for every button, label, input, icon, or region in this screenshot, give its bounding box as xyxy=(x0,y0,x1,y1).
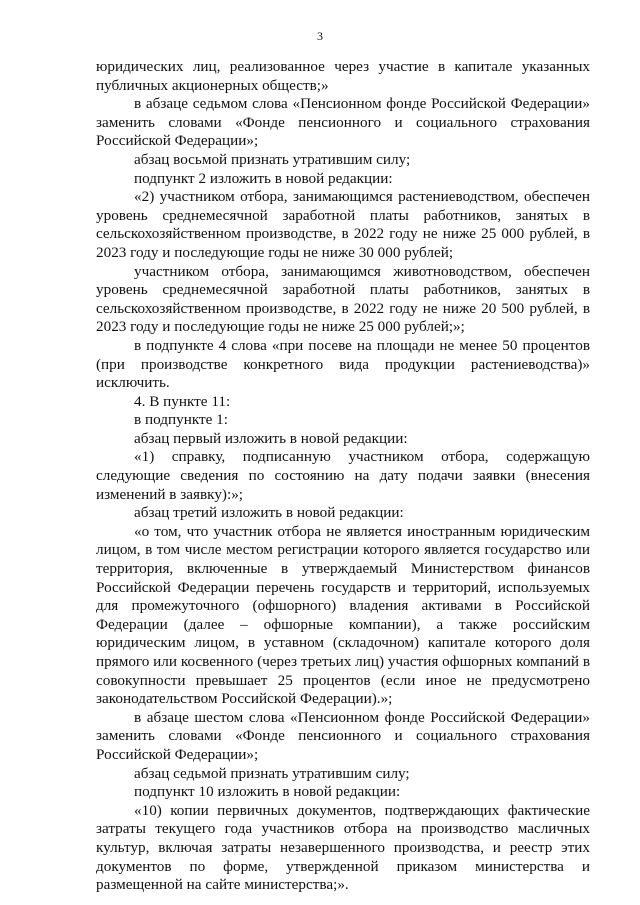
paragraph-item-4: 4. В пункте 11: xyxy=(134,392,231,410)
paragraph-abzac-3-text: «о том, что участник отбора не является иностранным юридическим лицом, в том числе местом регистрации которого является государство или территория, включенные в утверждаемый Министерством финансов Российской Федерации перечень государств и территорий, используемых для промежуточного (офшорного) владения активами в Российской Федерации (далее – офшорные компании), а также российским юридическим лицом, в уставном (складочном) капитале которого доля прямого или косвенного (через третьих лиц) участия офшорных компаний в совокупности превышает 25 процентов (если иное не предусмотрено законодательством Российской Федерации).»; xyxy=(96,522,590,708)
document-body xyxy=(96,58,590,895)
paragraph-in-subitem-1: в подпункте 1: xyxy=(134,411,228,429)
paragraph-subitem-2-intro: подпункт 2 изложить в новой редакции: xyxy=(134,169,393,187)
page-number: 3 xyxy=(317,29,323,43)
paragraph-subitem-2-livestock: участником отбора, занимающимся животноводством, обеспечен уровень среднемесячной заработной платы работников, занятых в сельскохозяйственном производстве, в 2022 году не ниже 20 500 рублей, в 2023 году и последующие годы не ниже 25 000 рублей;»; xyxy=(96,262,590,336)
paragraph-abzac-3-intro: абзац третий изложить в новой редакции: xyxy=(134,504,404,522)
paragraph-subitem-4-exclusion: в подпункте 4 слова «при посеве на площади не менее 50 процентов (при производстве конкретного вида продукции растениеводства)» исключить. xyxy=(96,336,590,392)
paragraph-subitem-10-intro: подпункт 10 изложить в новой редакции: xyxy=(134,783,401,801)
paragraph-subitem-10-text: «10) копии первичных документов, подтверждающих фактические затраты текущего года участников отбора на производство масличных культур, включая затраты незавершенного производства, и реестр этих документов по форме, утвержденной приказом министерства и размещенной на сайте министерства;». xyxy=(96,801,590,894)
paragraph-abzac-1-intro: абзац первый изложить в новой редакции: xyxy=(134,429,408,447)
paragraph-abzac-6-amendment: в абзаце шестом слова «Пенсионном фонде Российской Федерации» заменить словами «Фонде пенсионного и социального страхования Российской Федерации»; xyxy=(96,708,590,763)
paragraph-abzac-7-void: абзац седьмой признать утратившим силу; xyxy=(134,764,410,782)
paragraph-amendment-abzac-7: в абзаце седьмом слова «Пенсионном фонде Российской Федерации» заменить словами «Фонде пенсионного и социального страхования Российской Федерации»; xyxy=(96,95,590,150)
paragraph-abzac-1-text: «1) справку, подписанную участником отбора, содержащую следующие сведения по состоянию на дату подачи заявки (внесения изменений в заявку):»; xyxy=(96,448,590,503)
paragraph-subitem-2-crops: «2) участником отбора, занимающимся растениеводством, обеспечен уровень среднемесячной заработной платы работников, занятых в сельскохозяйственном производстве, в 2022 году не ниже 25 000 рублей, в 2023 году и последующие годы не ниже 30 000 рублей; xyxy=(96,188,590,261)
paragraph-continuation: юридических лиц, реализованное через участие в капитале указанных публичных акционерных обществ;» xyxy=(96,58,590,94)
paragraph-abzac-8-void: абзац восьмой признать утратившим силу; xyxy=(134,150,411,168)
